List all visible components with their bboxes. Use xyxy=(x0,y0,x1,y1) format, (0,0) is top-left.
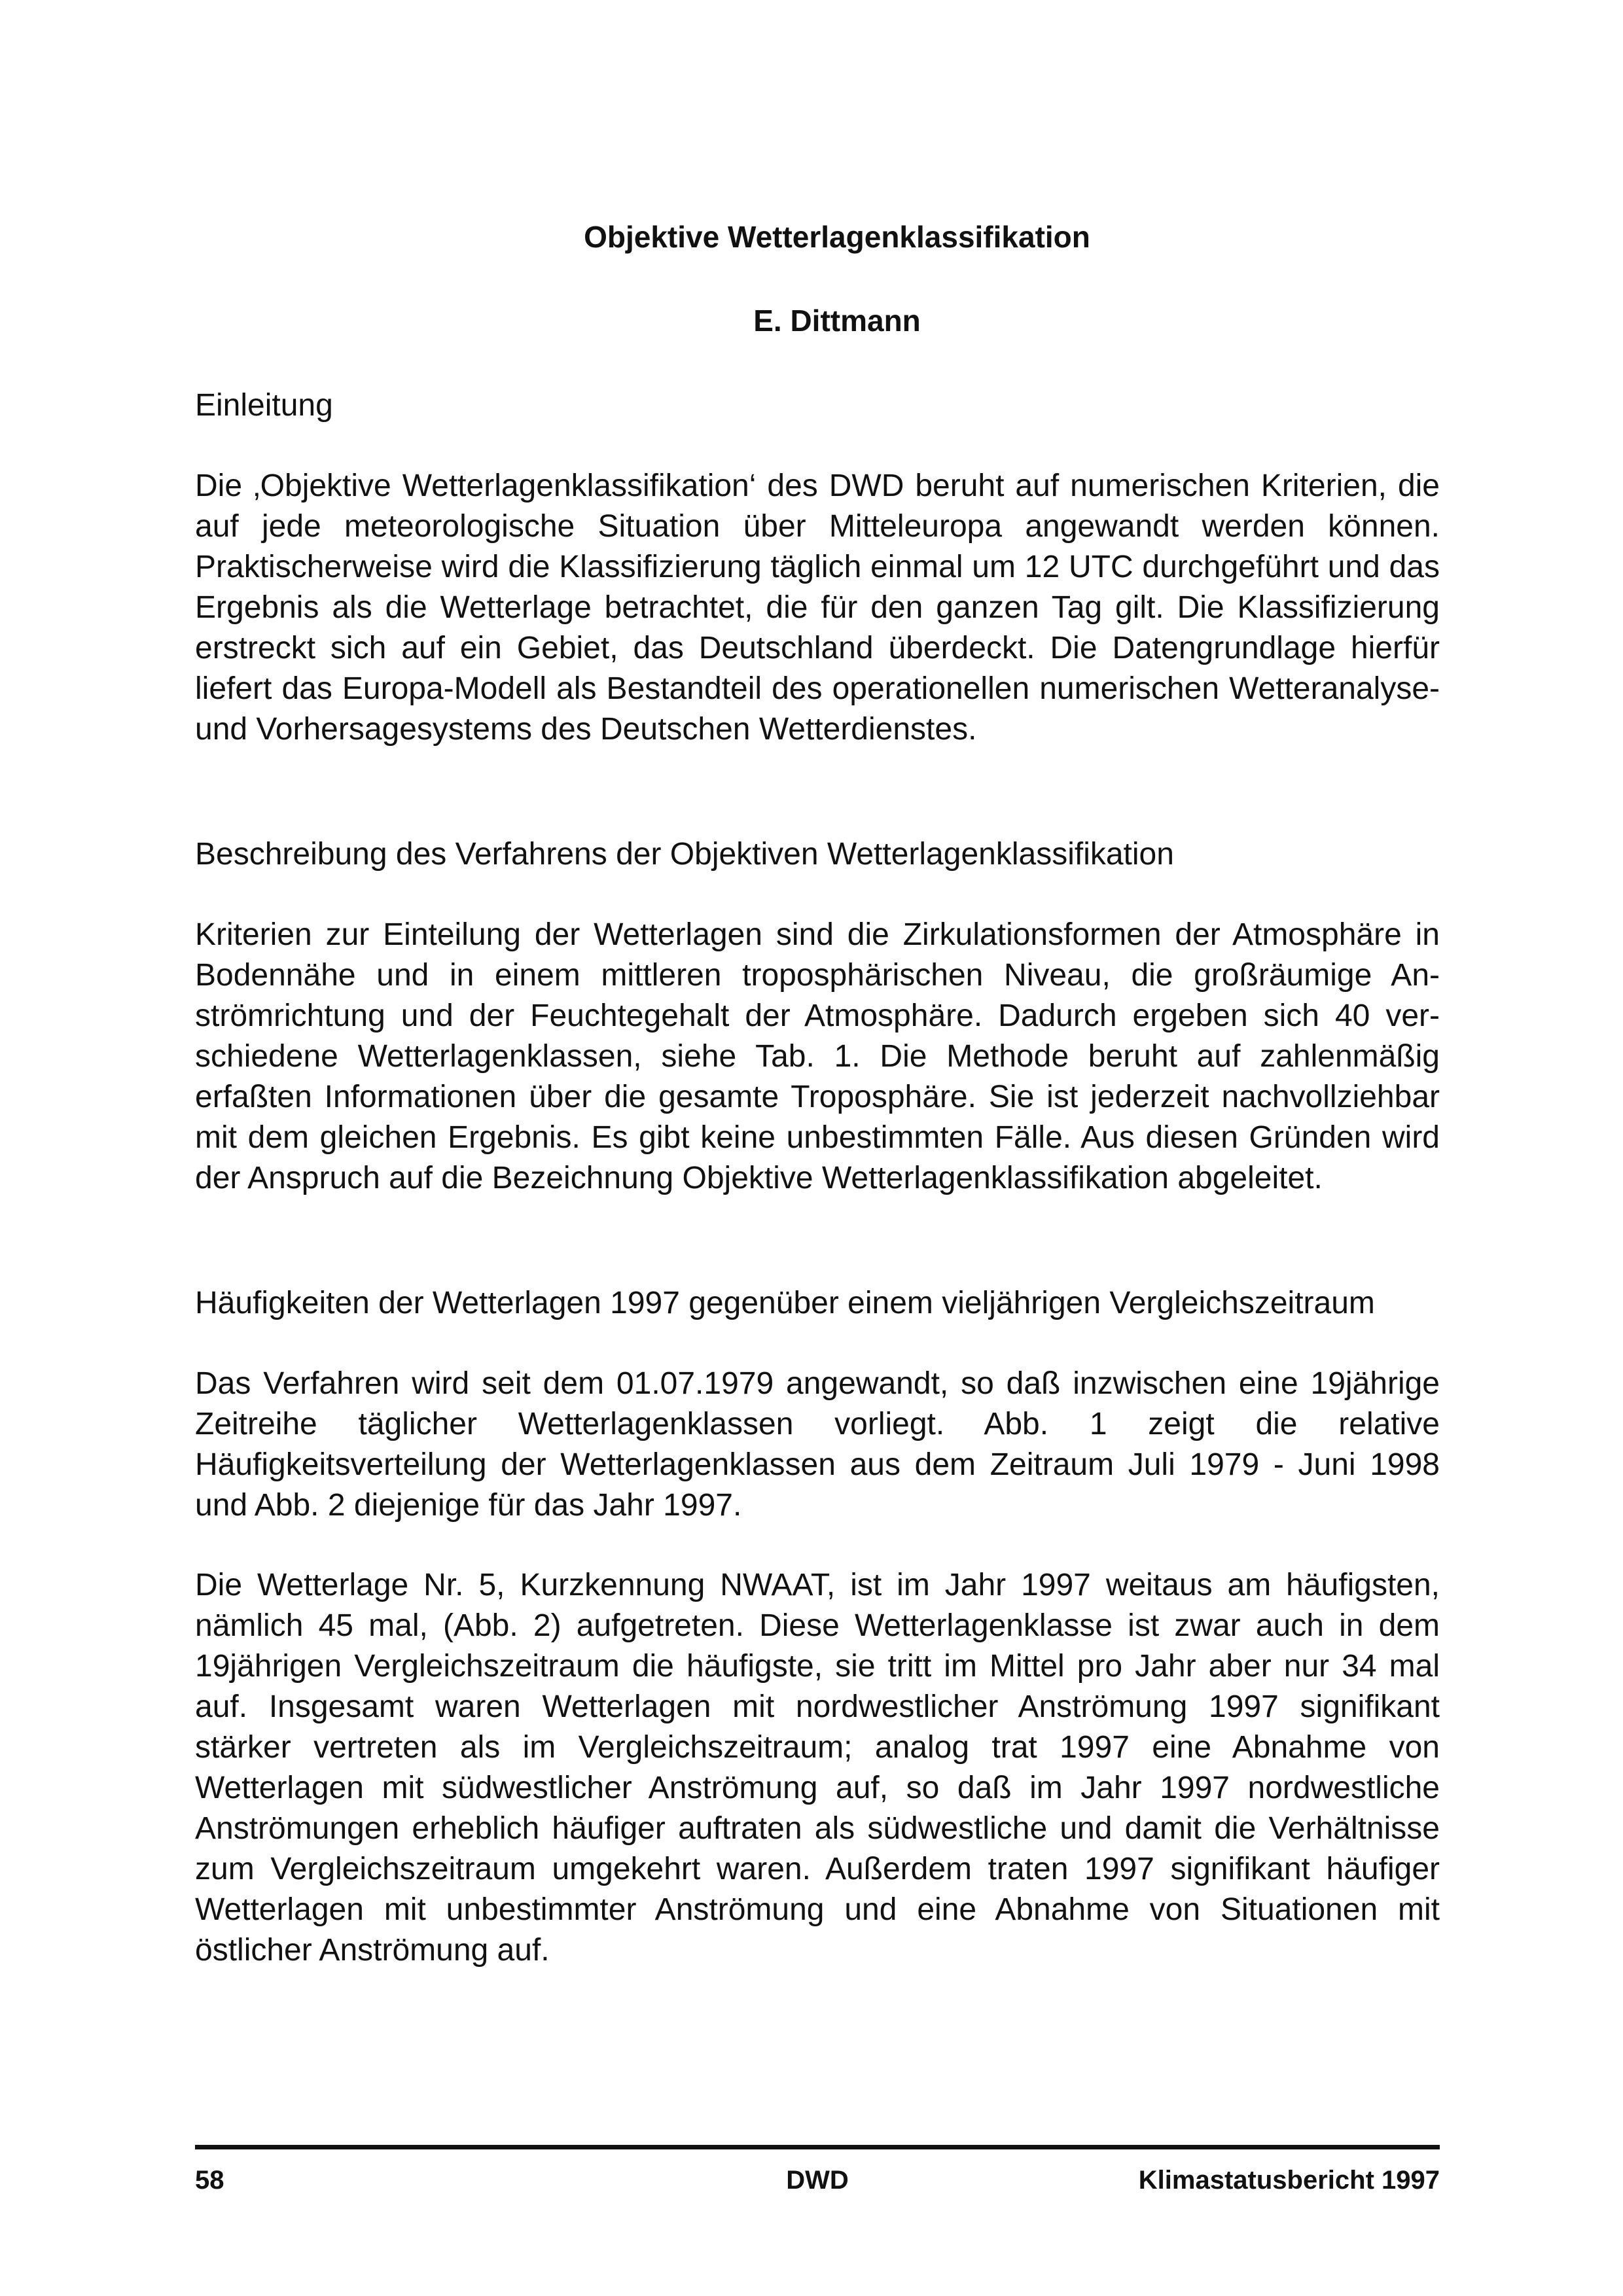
footer-publisher: DWD xyxy=(786,2166,849,2195)
paragraph: Das Verfahren wird seit dem 01.07.1979 angewandt, so daß inzwischen eine 19jährige Zeitreihe täglicher Wetterlagenklassen vorliegt. Abb. 1 zeigt die relative Häufigkeitsverteilung der Wetterlagenklassen aus dem Zeitraum Juli 1979 - Juni 1998 und Abb. 2 diejenige für das Jahr 1997. xyxy=(195,1366,1440,1523)
footer-divider xyxy=(195,2145,1440,2149)
section-haeufigkeiten xyxy=(195,1282,1440,1971)
document-author: E. Dittmann xyxy=(753,304,921,338)
section-heading: Beschreibung des Verfahrens der Objektiven Wetterlagenklassifikation xyxy=(195,837,1174,872)
section-heading: Einleitung xyxy=(195,388,333,423)
section-einleitung xyxy=(195,385,1440,750)
page-footer xyxy=(195,2161,1440,2200)
paragraph: Kriterien zur Einteilung der Wetterlagen sind die Zirkulationsformen der Atmosphäre in Bodennähe und in einem mittleren troposphärischen Niveau, die großräumige Anströmrichtung und der Feuchtegehalt der Atmosphäre. Dadurch ergeben sich 40 verschiedene Wetterlagenklassen, siehe Tab. 1. Die Methode beruht auf zahlenmäßig erfaßten Informationen über die gesamte Troposphäre. Sie ist jederzeit nachvollziehbar mit dem gleichen Ergebnis. Es gibt keine unbestimmten Fälle. Aus diesen Gründen wird der Anspruch auf die Bezeichnung Objektive Wetterlagenklassifikation abgeleitet. xyxy=(195,917,1440,1195)
paragraph: Die ‚Objektive Wetterlagenklassifikation‘ des DWD beruht auf numerischen Kriterien, die auf jede meteorologische Situation über Mitteleuropa angewandt werden können. Praktischerweise wird die Klassifizierung täglich einmal um 12 UTC durchgeführt und das Ergebnis als die Wetterlage betrachtet, die für den ganzen Tag gilt. Die Klassifizierung erstreckt sich auf ein Gebiet, das Deutschland überdeckt. Die Datengrundlage hierfür liefert das Europa-Modell als Bestandteil des operationellen numerischen Wetteranalyse- und Vorhersagesystems des Deutschen Wetterdienstes. xyxy=(195,468,1440,747)
section-verfahren xyxy=(195,834,1440,1199)
footer-publication: Klimastatusbericht 1997 xyxy=(1138,2166,1440,2195)
section-heading: Häufigkeiten der Wetterlagen 1997 gegenüber einem vieljährigen Vergleichszeitraum xyxy=(195,1286,1375,1320)
document-title: Objektive Wetterlagenklassifikation xyxy=(584,220,1090,254)
document-body xyxy=(195,216,1440,1971)
page-number: 58 xyxy=(195,2166,224,2195)
paragraph: Die Wetterlage Nr. 5, Kurzkennung NWAAT, ist im Jahr 1997 weitaus am häufigsten, nämlich 45 mal, (Abb. 2) aufgetreten. Diese Wetterlagenklasse ist zwar auch in dem 19jährigen Vergleichszeitraum die häufigste, sie tritt im Mittel pro Jahr aber nur 34 mal auf. Insgesamt waren Wetterlagen mit nordwestlicher Anströmung 1997 signifikant stärker vertreten als im Vergleichszeitraum; analog trat 1997 eine Abnahme von Wetterlagen mit südwestlicher Anströmung auf, so daß im Jahr 1997 nordwestliche Anströmungen erheblich häufiger auftraten als südwestliche und damit die Verhältnisse zum Vergleichszeitraum umgekehrt waren. Außerdem traten 1997 signifikant häufiger Wetterlagen mit unbestimmter Anströmung und eine Abnahme von Situationen mit östlicher Anströmung auf. xyxy=(195,1568,1440,1968)
